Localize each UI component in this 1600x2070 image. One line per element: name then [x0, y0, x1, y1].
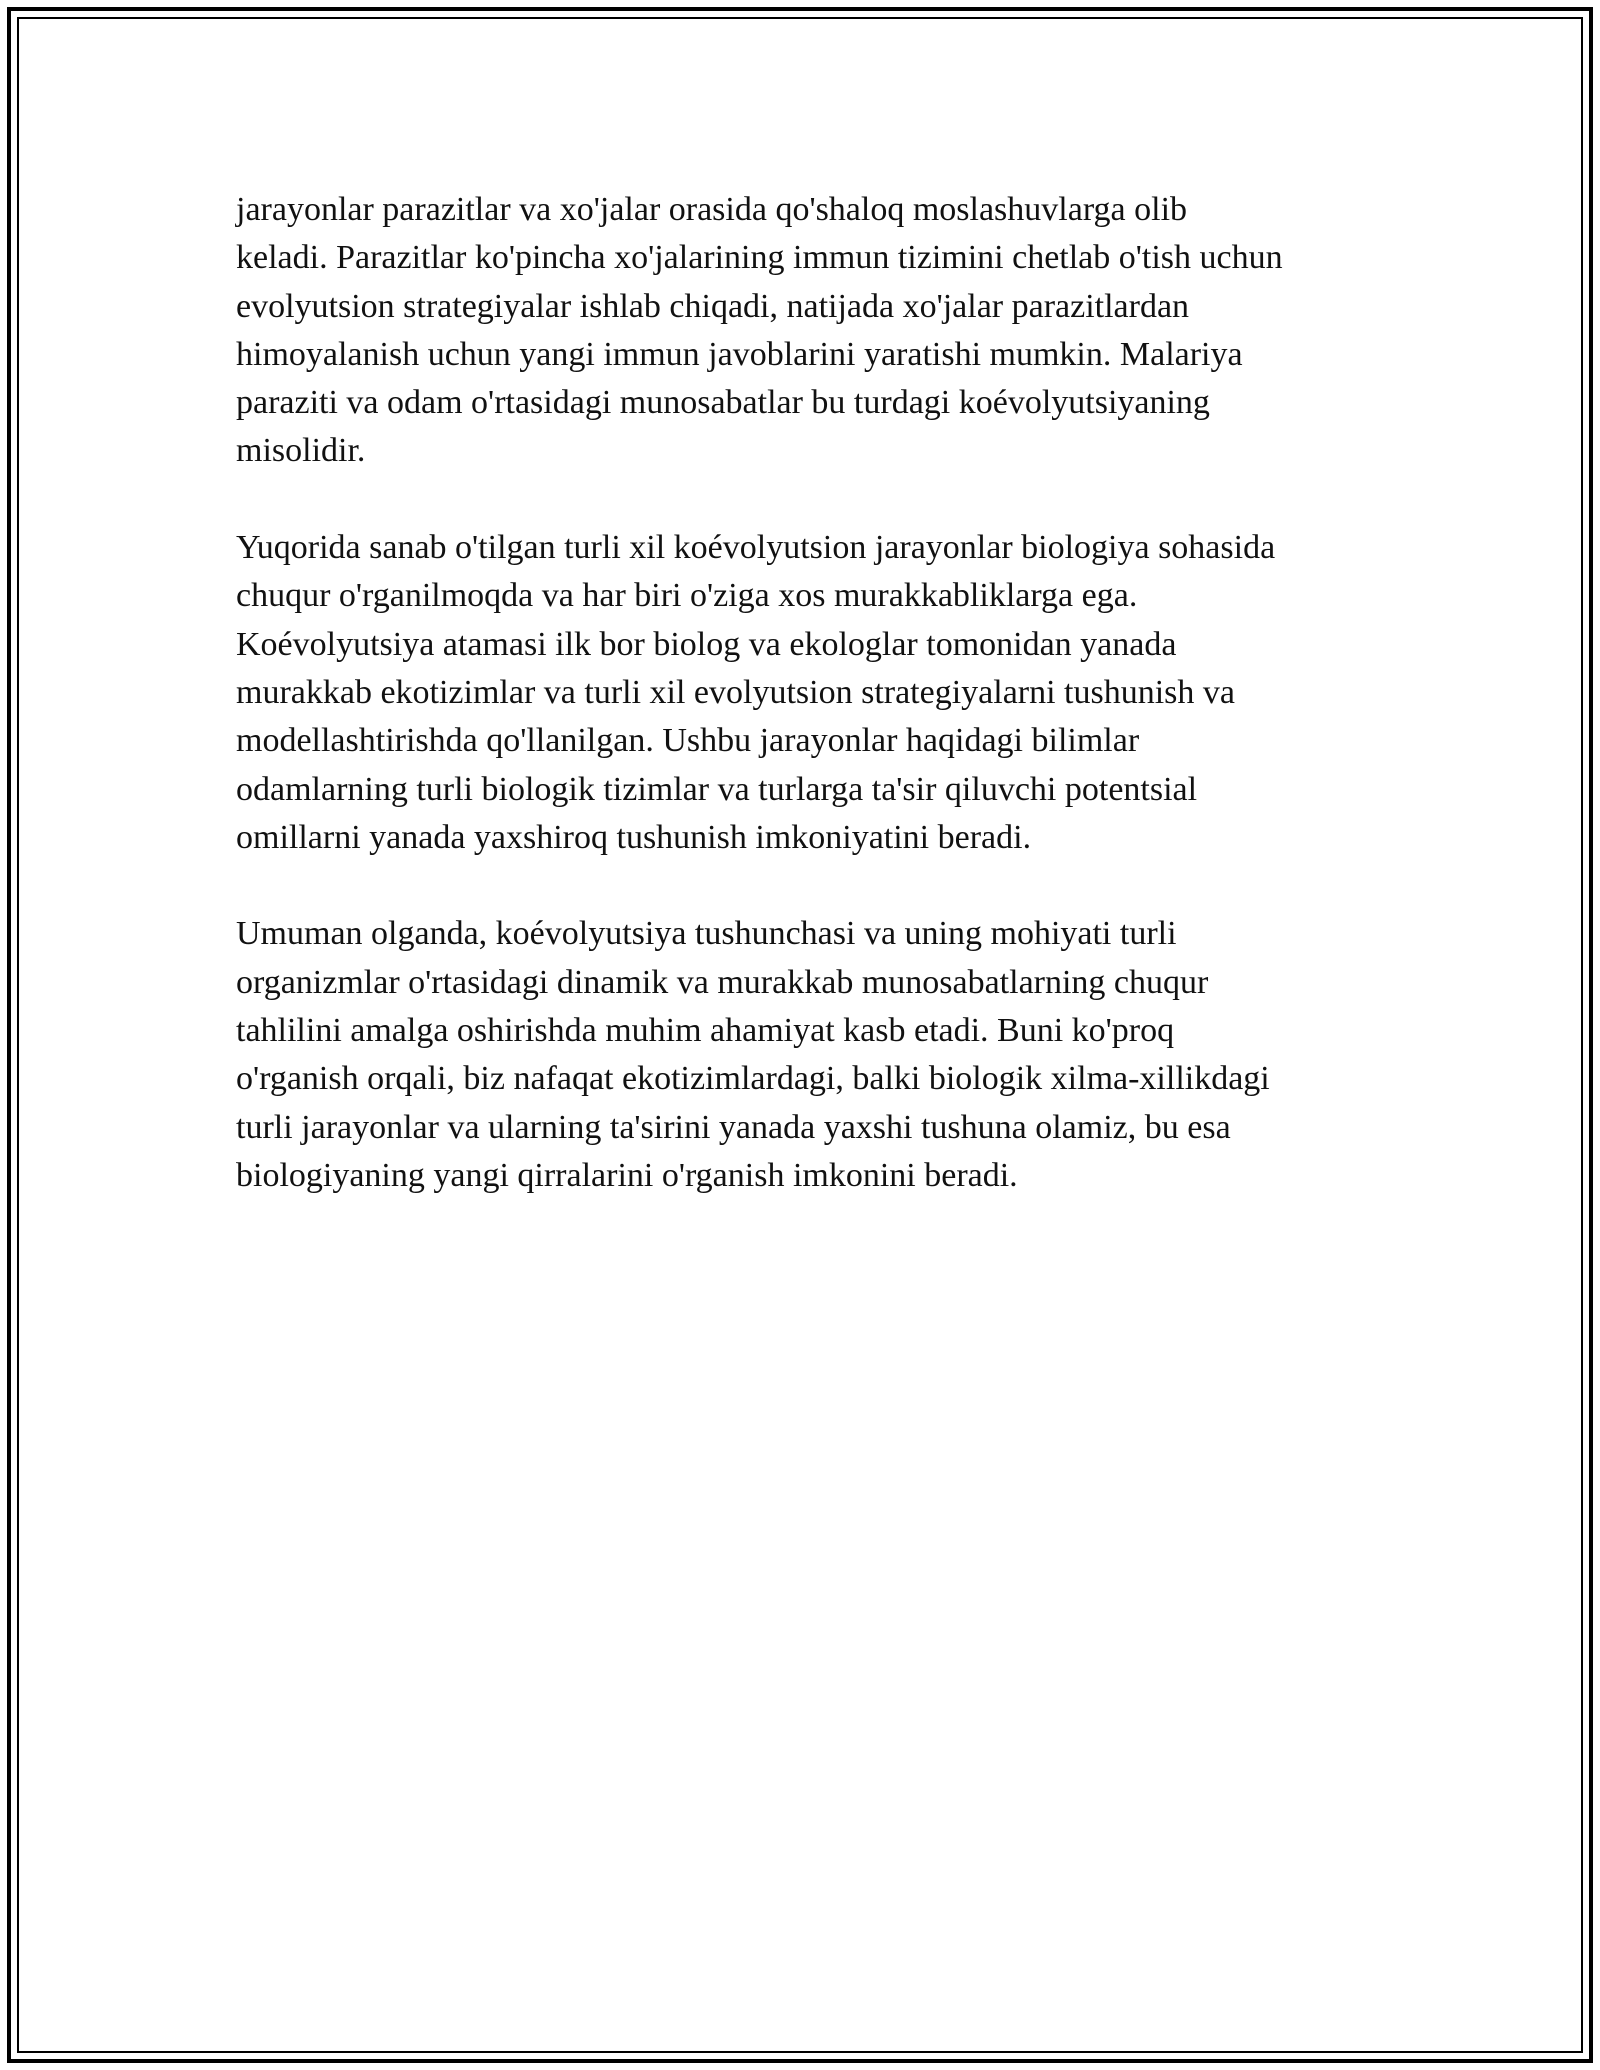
text-line: chuqur o'rganilmoqda va har biri o'ziga xos murakkabliklarga ega. [236, 577, 1138, 615]
paragraph-3 [236, 910, 1366, 1200]
text-line: Yuqorida sanab o'tilgan turli xil koévolyutsion jarayonlar biologiya sohasida [236, 529, 1276, 567]
text-line: biologiyaning yangi qirralarini o'rganish imkonini beradi. [236, 1156, 1018, 1194]
paragraph-2 [236, 524, 1366, 862]
text-line: omillarni yanada yaxshiroq tushunish imkoniyatini beradi. [236, 818, 1032, 856]
text-line: organizmlar o'rtasidagi dinamik va murakkab munosabatlarning chuqur [236, 963, 1209, 1001]
text-line: Koévolyutsiya atamasi ilk bor biolog va ekologlar tomonidan yanada [236, 625, 1177, 663]
text-line: paraziti va odam o'rtasidagi munosabatlar bu turdagi koévolyutsiyaning [236, 384, 1210, 422]
document-body [236, 186, 1366, 1249]
paragraph-1 [236, 186, 1366, 476]
text-line: misolidir. [236, 432, 366, 470]
text-line: odamlarning turli biologik tizimlar va turlarga ta'sir qiluvchi potentsial [236, 770, 1198, 808]
text-line: evolyutsion strategiyalar ishlab chiqadi, natijada xo'jalar parazitlardan [236, 287, 1190, 325]
text-line: jarayonlar parazitlar va xo'jalar orasida qo'shaloq moslashuvlarga olib [236, 191, 1188, 228]
text-line: o'rganish orqali, biz nafaqat ekotizimlardagi, balki biologik xilma-xillikdagi [236, 1060, 1270, 1098]
text-line: murakkab ekotizimlar va turli xil evolyutsion strategiyalarni tushunish va [236, 673, 1235, 711]
text-line: tahlilini amalga oshirishda muhim ahamiyat kasb etadi. Buni ko'proq [236, 1012, 1175, 1050]
text-line: turli jarayonlar va ularning ta'sirini yanada yaxshi tushuna olamiz, bu esa [236, 1108, 1231, 1146]
text-line: himoyalanish uchun yangi immun javoblarini yaratishi mumkin. Malariya [236, 335, 1243, 373]
text-line: modellashtirishda qo'llanilgan. Ushbu jarayonlar haqidagi bilimlar [236, 722, 1140, 760]
text-line: Umuman olganda, koévolyutsiya tushunchasi va uning mohiyati turli [236, 915, 1177, 953]
text-line: keladi. Parazitlar ko'pincha xo'jalarining immun tizimini chetlab o'tish uchun [236, 239, 1283, 277]
